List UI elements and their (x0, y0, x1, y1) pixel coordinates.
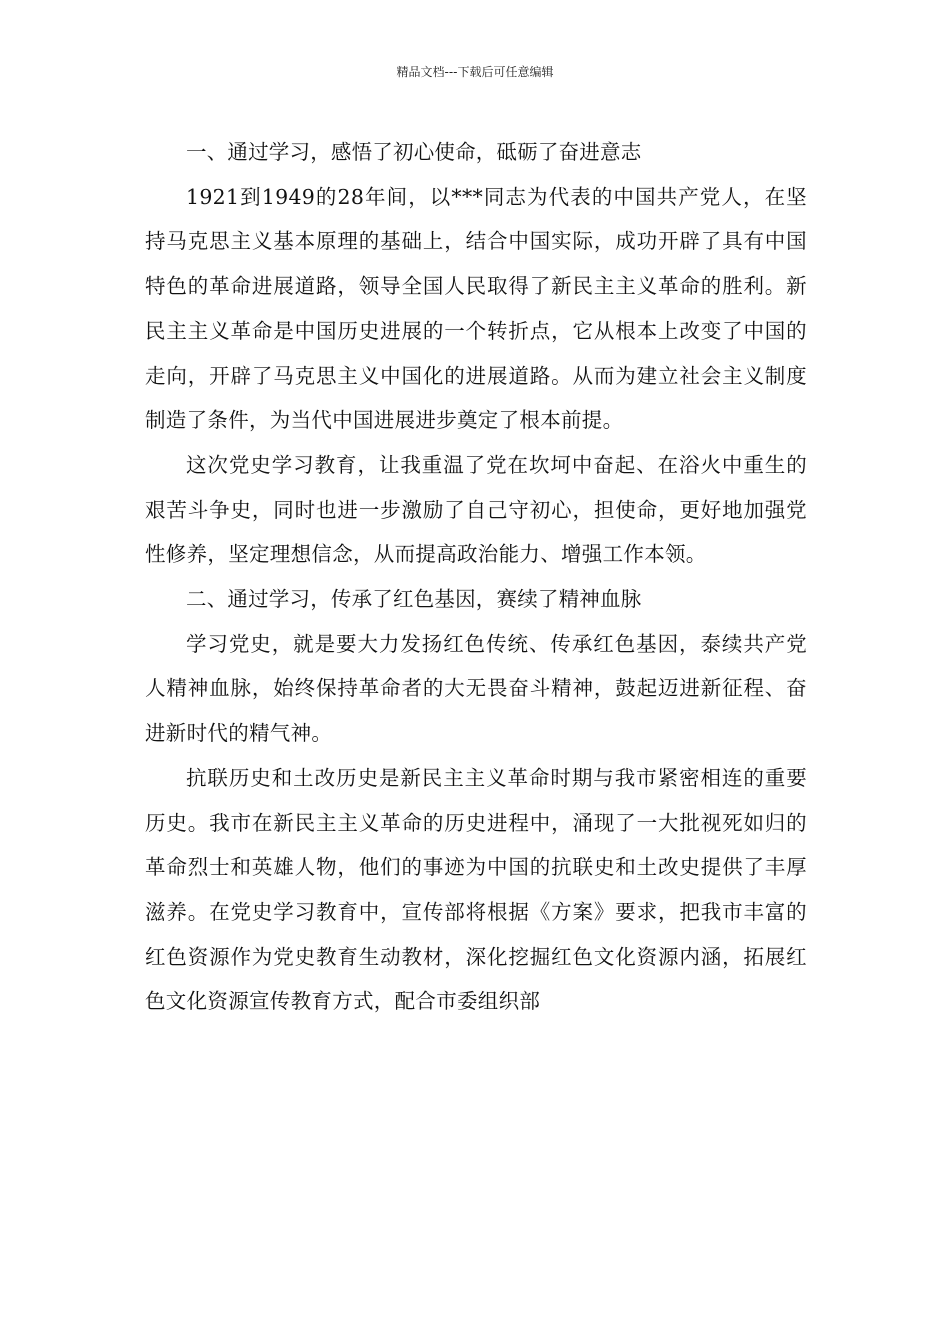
page-header: 精品文档---下载后可任意编辑 (396, 65, 554, 79)
section-heading-2: 二、通过学习，传承了红色基因，赛续了精神血脉 (186, 587, 642, 612)
section-heading-1: 一、通过学习，感悟了初心使命，砥砺了奋进意志 (186, 140, 642, 164)
paragraph-4: 抗联历史和土改历史是新民主主义革命时期与我市紧密相连的重要历史。我市在新民主主义革命的历史进程中，涌现了一大批视死如归的革命烈士和英雄人物，他们的事迹为中国的抗联史和土改史提供了丰厚滋养。在党史学习教育中，宣传部将根据《方案》要求，把我市丰富的红色资源作为党史教育生动教材，深化挖掘红色文化资源内涵，拓展红色文化资源宣传教育方式，配合市委组织部 (145, 765, 807, 1014)
paragraph-2: 这次党史学习教育，让我重温了党在坎坷中奋起、在浴火中重生的艰苦斗争史，同时也进一步激励了自己守初心，担使命，更好地加强党性修养，坚定理想信念，从而提高政治能力、增强工作本领。 (145, 452, 807, 567)
paragraph-3: 学习党史，就是要大力发扬红色传统、传承红色基因，泰续共产党人精神血脉，始终保持革命者的大无畏奋斗精神，鼓起迈进新征程、奋进新时代的精气神。 (145, 631, 807, 746)
paragraph-1: 1921到1949的28年间，以***同志为代表的中国共产党人，在坚持马克思主义基本原理的基础上，结合中国实际，成功开辟了具有中国特色的革命进展道路，领导全国人民取得了新民主主义革命的胜利。新民主主义革命是中国历史进展的一个转折点，它从根本上改变了中国的走向，开辟了马克思主义中国化的进展道路。从而为建立社会主义制度制造了条件，为当代中国进展进步奠定了根本前提。 (145, 184, 807, 433)
document-body (145, 130, 807, 1024)
